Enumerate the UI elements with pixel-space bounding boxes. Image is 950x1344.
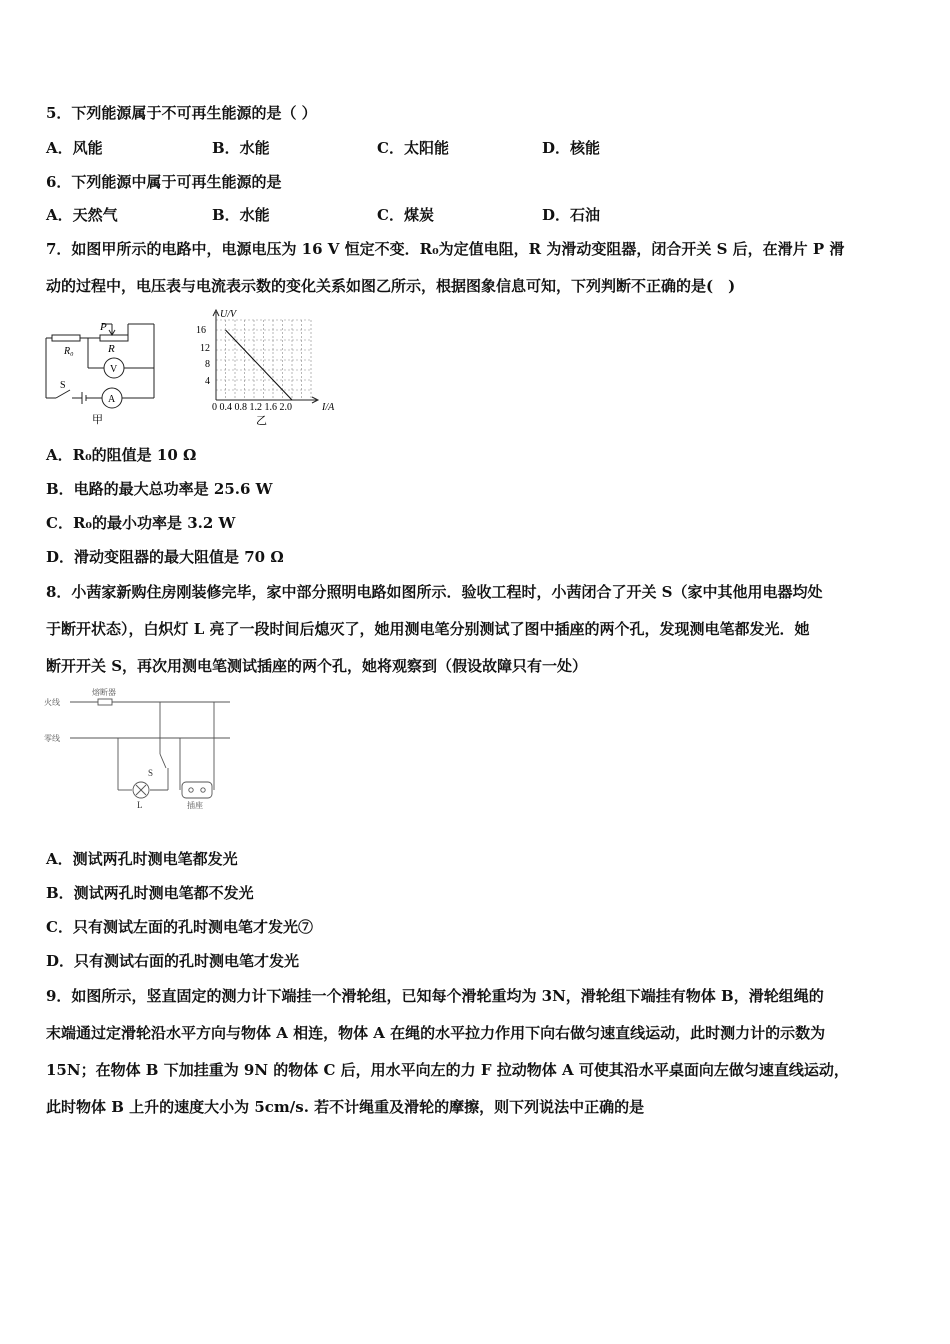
q9-stem-line-4: 此时物体 B 上升的速度大小为 5cm/s. 若不计绳重及滑轮的摩擦，则下列说法中正确的是	[46, 1098, 645, 1116]
caption-jia: 甲	[92, 414, 103, 426]
label-live: 火线	[44, 698, 60, 707]
q8-option-c[interactable]: C．只有测试左面的孔时测电笔才发光⑦	[46, 918, 313, 936]
q7-option-c[interactable]: C．R₀的最小功率是 3.2 W	[46, 514, 236, 532]
q7-graph	[196, 306, 346, 430]
q8-option-a[interactable]: A．测试两孔时测电笔都发光	[46, 850, 238, 868]
label-s: S	[148, 768, 154, 778]
label-socket: 插座	[187, 801, 203, 810]
q7-option-d[interactable]: D．滑动变阻器的最大阻值是 70 Ω	[46, 548, 284, 566]
q6-option-c[interactable]: C．煤炭	[377, 206, 434, 224]
q5-option-b[interactable]: B．水能	[212, 139, 270, 157]
q6-option-d[interactable]: D．石油	[542, 206, 601, 224]
label-v: V	[110, 364, 118, 375]
label-l: L	[137, 800, 143, 810]
ytick-12: 12	[200, 343, 210, 354]
q9-stem-line-2: 末端通过定滑轮沿水平方向与物体 A 相连，物体 A 在绳的水平拉力作用下向右做匀速直线运动，此时测力计的示数为	[46, 1024, 826, 1042]
resistor-r	[100, 335, 128, 341]
switch-s	[160, 754, 166, 768]
graph-xlabel: I/A	[322, 402, 335, 413]
label-neutral: 零线	[44, 734, 60, 743]
q8-wiring-diagram	[42, 686, 242, 812]
q8-stem-line-3: 断开开关 S，再次用测电笔测试插座的两个孔，她将观察到（假设故障只有一处）	[46, 657, 588, 675]
label-fuse: 熔断器	[92, 688, 116, 697]
graph-ylabel: U/V	[220, 309, 237, 320]
label-r0: R₀	[64, 346, 74, 357]
ytick-4: 4	[205, 376, 210, 387]
q7-option-a[interactable]: A．R₀的阻值是 10 Ω	[46, 446, 197, 464]
q6-option-a[interactable]: A．天然气	[46, 206, 118, 224]
q5-option-c[interactable]: C．太阳能	[377, 139, 449, 157]
q7-stem-line-1: 7．如图甲所示的电路中，电源电压为 16 V 恒定不变．R₀为定值电阻，R 为滑动变阻器，闭合开关 S 后，在滑片 P 滑	[46, 240, 845, 258]
q9-stem-line-1: 9．如图所示，竖直固定的测力计下端挂一个滑轮组，已知每个滑轮重均为 3N，滑轮组下端挂有物体 B，滑轮组绳的	[46, 987, 824, 1005]
label-a: A	[108, 394, 116, 405]
q6-stem: 6．下列能源中属于可再生能源的是	[46, 173, 282, 191]
q9-stem-line-3: 15N；在物体 B 下加挂重为 9N 的物体 C 后，用水平向左的力 F 拉动物体 A 可使其沿水平桌面向左做匀速直线运动，	[46, 1061, 849, 1079]
ytick-8: 8	[205, 359, 210, 370]
q5-stem: 5．下列能源属于不可再生能源的是（ ）	[46, 104, 317, 122]
q8-option-d[interactable]: D．只有测试右面的孔时测电笔才发光	[46, 952, 300, 970]
ytick-16: 16	[196, 325, 206, 336]
q6-option-b[interactable]: B．水能	[212, 206, 270, 224]
label-p: P	[100, 321, 107, 333]
resistor-r0	[52, 335, 80, 341]
q7-option-b[interactable]: B．电路的最大总功率是 25.6 W	[46, 480, 273, 498]
q8-stem-line-2: 于断开状态），白炽灯 L 亮了一段时间后熄灭了，她用测电笔分别测试了图中插座的两个孔，发现测电笔都发光．她	[46, 620, 810, 638]
label-r: R	[108, 343, 115, 355]
xticks: 0 0.4 0.8 1.2 1.6 2.0	[212, 402, 292, 413]
q7-stem-line-2: 动的过程中，电压表与电流表示数的变化关系如图乙所示，根据图象信息可知，下列判断不正确的是( )	[46, 277, 736, 295]
q8-stem-line-1: 8．小茜家新购住房刚装修完毕，家中部分照明电路如图所示．验收工程时，小茜闭合了开关 S（家中其他用电器均处	[46, 583, 823, 601]
q8-option-b[interactable]: B．测试两孔时测电笔都不发光	[46, 884, 254, 902]
q5-option-a[interactable]: A．风能	[46, 139, 103, 157]
q5-option-d[interactable]: D．核能	[542, 139, 601, 157]
caption-yi: 乙	[256, 415, 267, 427]
fuse	[98, 699, 112, 705]
socket	[182, 782, 212, 798]
q7-circuit-diagram	[42, 316, 162, 428]
label-s: S	[60, 380, 66, 391]
u-i-line	[226, 330, 293, 400]
